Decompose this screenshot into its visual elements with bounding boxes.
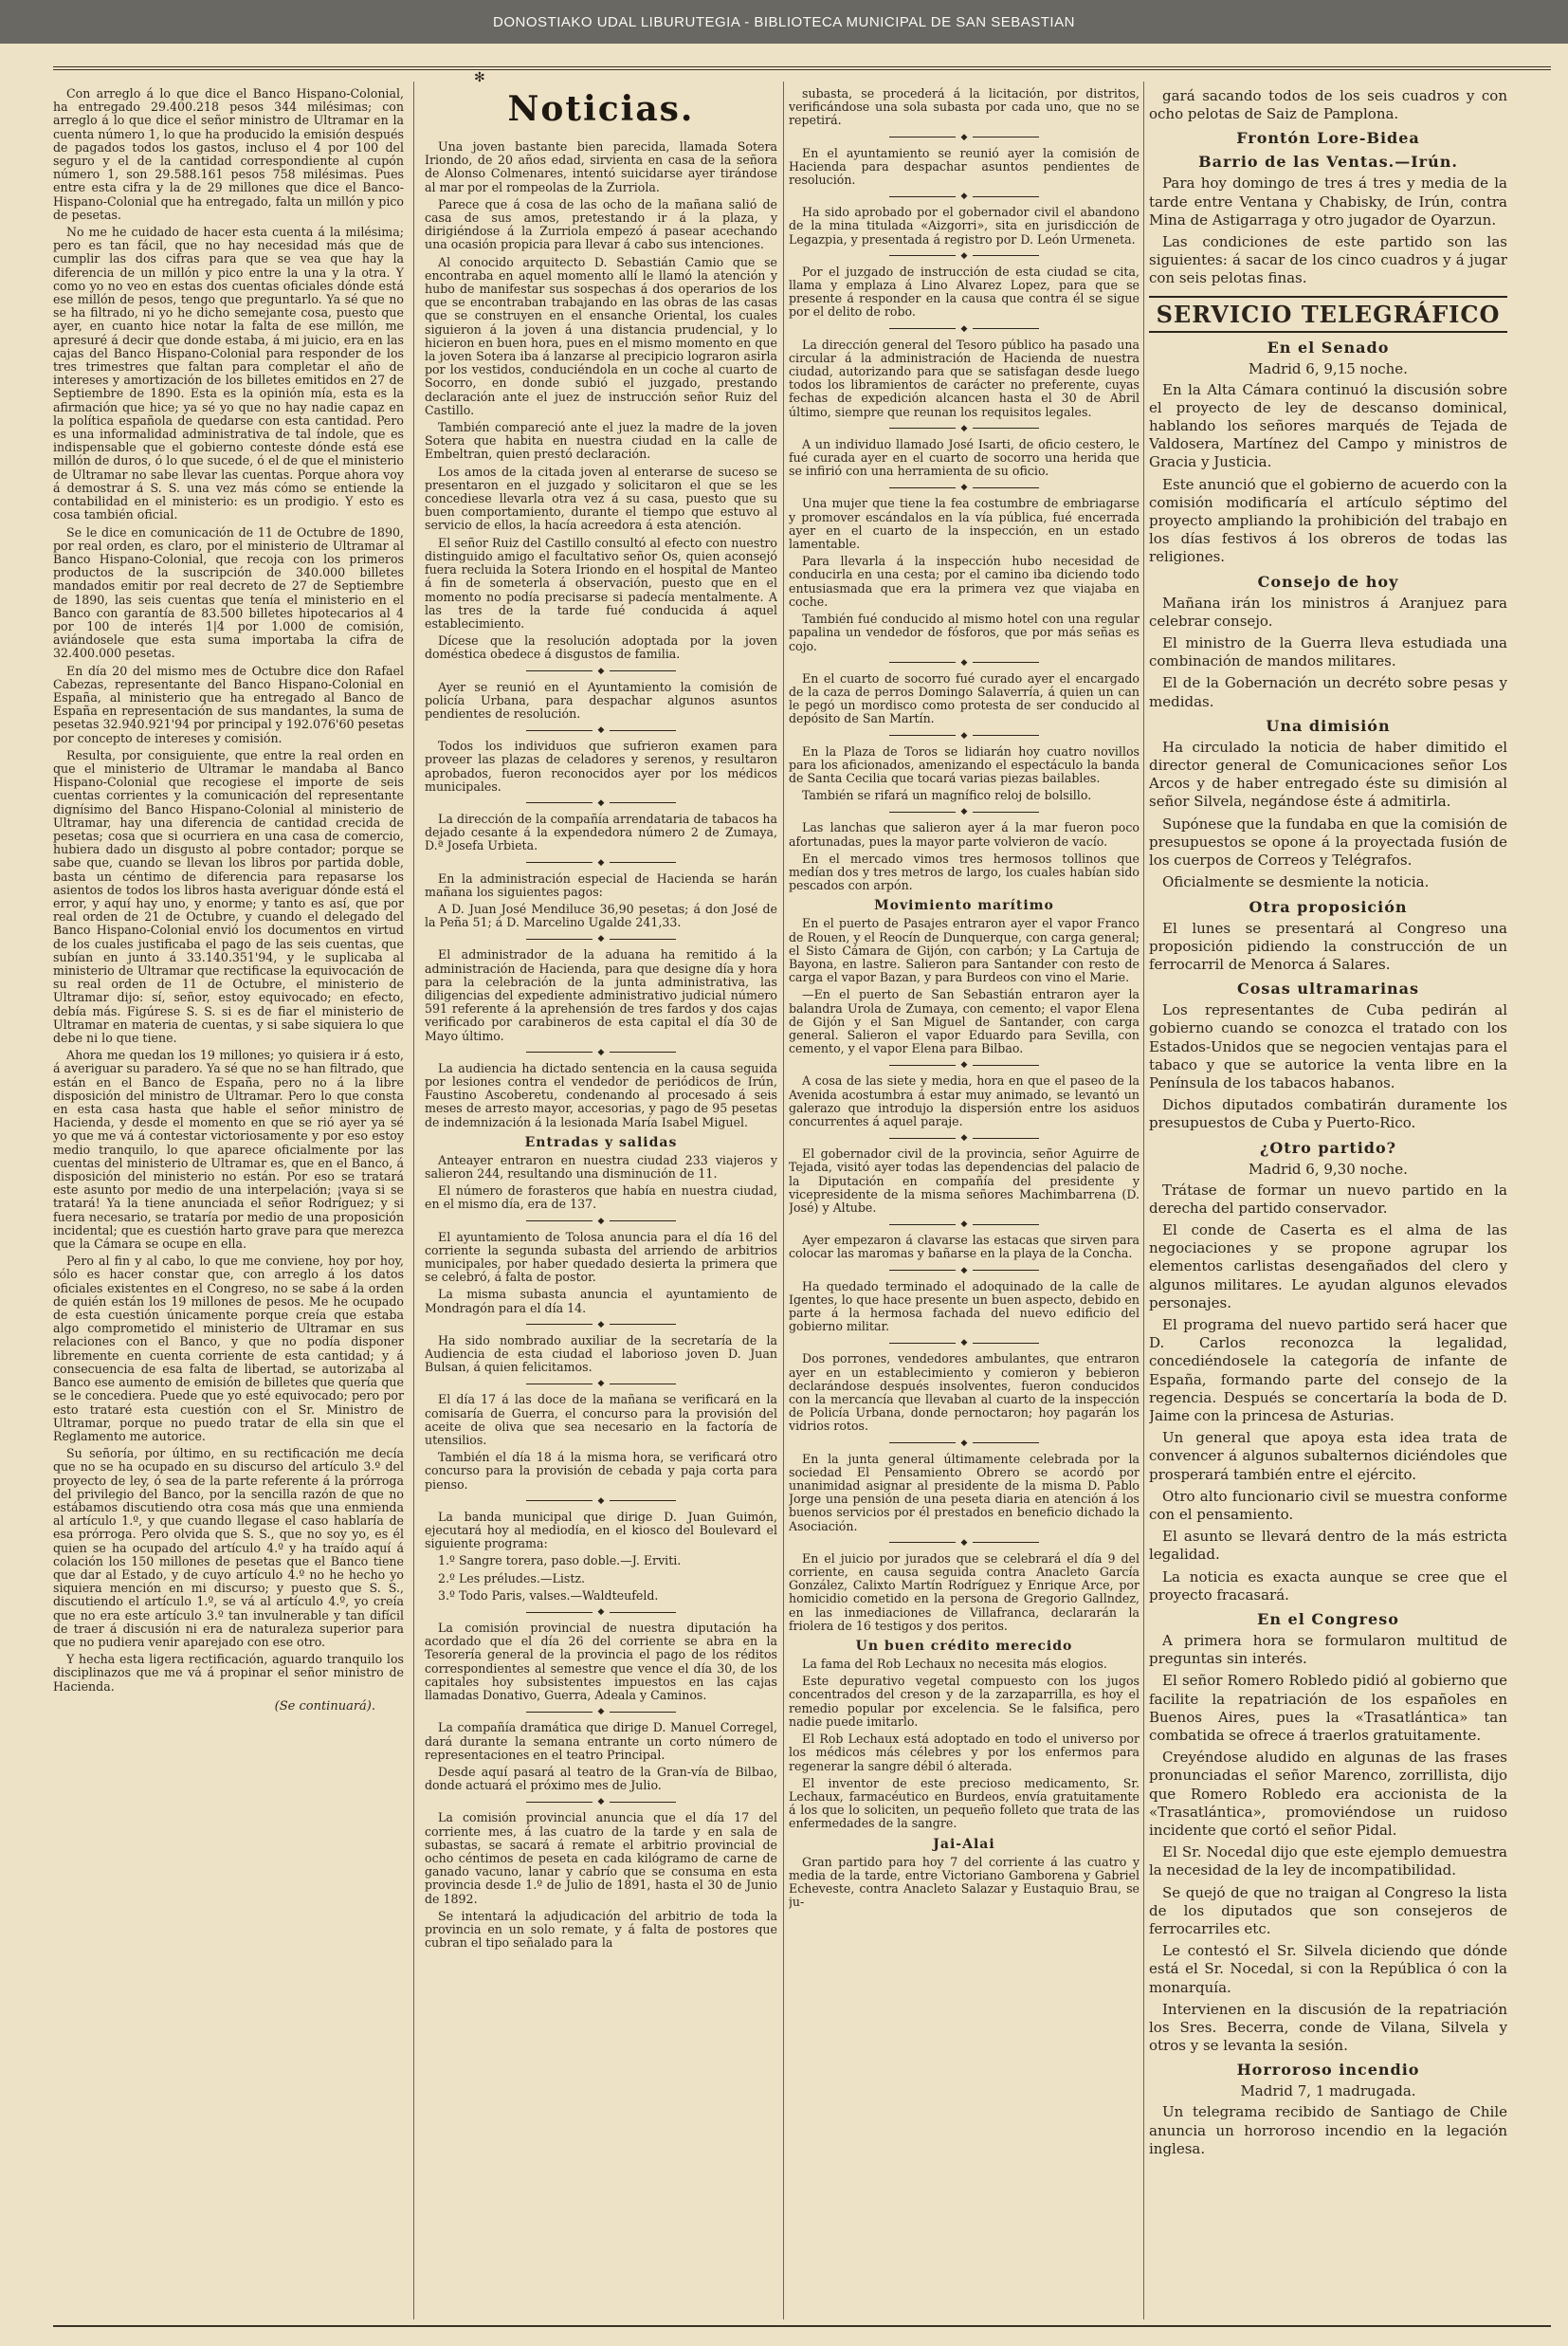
paragraph: A un individuo llamado José Isarti, de oficio cestero, le fué curada ayer en el cuarto de socorro una herida que se infirió con una herramienta de su oficio. xyxy=(789,436,1140,479)
paragraph: El señor Romero Robledo pidió al gobierno que facilite la repatriación de los españoles en Buenos Aires, pues la «Trasatlántica» tan combatida se ofrece á traerlos gratuitamente. xyxy=(1149,1672,1507,1745)
news-block xyxy=(425,1622,777,1702)
paragraph: En el puerto de Pasajes entraron ayer el vapor Franco de Rouen, y el Reocín de Dunquerque, con carga general; el Sisto Cámara de Gijón, con carbón; y La Cartuja de Bayona, en lastre. Salieron para Santander con resto de carga el vapor Bazan, y para Burdeos con vino el Marie. xyxy=(789,916,1140,985)
paragraph: En el mercado vimos tres hermosos tollinos que medían dos y tres metros de largo, los cuales habían sido pescados con arpón. xyxy=(789,851,1140,893)
news-block xyxy=(789,206,1140,247)
paragraph: Al conocido arquitecto D. Sebastián Camio que se encontraba en aquel momento allí le llamó la atención y hubo de manifestar sus sospechas á dos operarios de los que se encontraban trabajando en las obras de las casas que se construyen en el ensanche Oriental, los cuales siguieron á la joven á una distancia prudencial, y lo hicieron en buen hora, pues en el mismo momento en que la joven Sotera iba á lanzarse al precipicio lograron asirla por los vestidos, conduciéndola en un coche al cuarto de Socorro, en donde subió el juzgado, prestando declaración ante el juez de instrucción señor Ruiz del Castillo. xyxy=(425,254,777,417)
news-block xyxy=(789,1453,1140,1533)
paragraph: Dichos diputados combatirán duramente los presupuestos de Cuba y Puerto-Rico. xyxy=(1149,1096,1507,1132)
news-block xyxy=(789,87,1140,128)
ornament-mark: ✻ xyxy=(474,70,485,85)
paragraph: Este depurativo vegetal compuesto con los jugos concentrados del creson y de la zarzaparrilla, es hoy el remedio popular por excelencia. Se le falsifica, pero nadie puede imitarlo. xyxy=(789,1674,1140,1729)
separator: ◆ xyxy=(789,484,1140,491)
paragraph: Trátase de formar un nuevo partido en la derecha del partido conservador. xyxy=(1149,1181,1507,1217)
news-block xyxy=(1149,739,1507,892)
news-block xyxy=(425,1511,777,1603)
dateline: Madrid 6, 9,15 noche. xyxy=(1249,359,1408,377)
paragraph: Gran partido para hoy 7 del corriente á las cuatro y media de la tarde, entre Victoriano Gamborena y Gabriel Echeveste, contra Anacleto Salazar y Eustaquio Brau, se ju- xyxy=(789,1854,1140,1910)
archive-header: DONOSTIAKO UDAL LIBURUTEGIA - BIBLIOTECA MUNICIPAL DE SAN SEBASTIAN xyxy=(0,0,1568,44)
paragraph: A primera hora se formularon multitud de preguntas sin interés. xyxy=(1149,1632,1507,1668)
paragraph: Para llevarla á la inspección hubo necesidad de conducirla en una cesta; por el camino iba diciendo todo entusiasmada que era la primera vez que viajaba en coche. xyxy=(789,554,1140,609)
paragraph: Todos los individuos que sufrieron examen para proveer las plazas de celadores y serenos, y resultaron aprobados, fueron reconocidos ayer por los médicos municipales. xyxy=(425,739,777,794)
paragraph: Se le dice en comunicación de 11 de Octubre de 1890, por real orden, es claro, por el ministerio de Ultramar al Banco Hispano-Colonial, que recoja con los primeros productos de la suscripción de 340.000 billetes mandados emitir por real decreto de 27 de Septiembre de 1890, las seis cuentas que tenía el ministerio en el Banco con garantía de 83.500 billetes hipotecarios al 4 por 100 de interés 1|4 por 1.000 de comisión, aviándosele que esta suma importaba la cifra de 32.400.000 pesetas. xyxy=(53,524,404,661)
paragraph: Desde aquí pasará al teatro de la Gran-vía de Bilbao, donde actuará el próximo mes de Julio. xyxy=(425,1764,777,1793)
paragraph: Parece que á cosa de las ocho de la mañana salió de casa de sus amos, pretestando ir á la plaza, y dirigiéndose á la Zurriola empezó á pasear acechando una ocasión propicia para llevar á cabo sus intenciones. xyxy=(425,196,777,252)
news-block xyxy=(1149,2103,1507,2158)
separator: ◆ xyxy=(425,1380,777,1387)
news-block xyxy=(1149,87,1507,123)
paragraph: Le contestó el Sr. Silvela diciendo que dónde está el Sr. Nocedal, si con la República ó con la monarquía. xyxy=(1149,1942,1507,1996)
news-block xyxy=(425,948,777,1042)
paragraph: En el juicio por jurados que se celebrará el día 9 del corriente, en causa seguida contra Anacleto García González, Calixto Martín Rodríguez y Enrique Arce, por homicidio cometido en la persona de Gregorio Gallndez, en las inmediaciones de Villafranca, declararán la friolera de 16 testigos y dos peritos. xyxy=(789,1550,1140,1633)
paragraph: 2.º Les préludes.—Listz. xyxy=(438,1570,586,1585)
paragraph: En la junta general últimamente celebrada por la sociedad El Pensamiento Obrero se acordó por unanimidad asignar al presidente de la misma D. Pablo Jorge una pensión de una peseta diaria en atención á los buenos servicios por él prestados en beneficio dichado la Asociación. xyxy=(789,1451,1140,1533)
dateline: Madrid 7, 1 madrugada. xyxy=(1240,2082,1416,2100)
continuation-note: (Se continuará). xyxy=(274,1698,375,1714)
news-block xyxy=(789,1552,1140,1633)
news-block xyxy=(425,813,777,853)
paragraph: El ayuntamiento de Tolosa anuncia para el día 16 del corriente la segunda subasta del arriendo de arbitrios municipales, por haber quedado desierta la primera que se celebró, á falta de postor. xyxy=(425,1229,777,1285)
paragraph: —En el puerto de San Sebastián entraron ayer la balandra Urola de Zumaya, con cemento; el vapor Elena de Gijón y el San Miguel de Santander, con carga general. Salieron el vapor Eduardo para Sevilla, con cemento, y el vapor Elena para Bilbao. xyxy=(789,987,1140,1056)
separator: ◆ xyxy=(425,668,777,675)
news-block xyxy=(1149,381,1507,567)
news-block xyxy=(425,681,777,722)
news-block xyxy=(789,1658,1140,1830)
paragraph: El administrador de la aduana ha remitido á la administración de Hacienda, para que designe día y hora para la celebración de la junta administrativa, las diligencias del expediente administrativo judicial número 591 referente á la aprehensión de tres fardos y dos cajas verificado por carabineros de esta capital el día 30 de Mayo último. xyxy=(425,947,777,1043)
paragraph: El de la Gobernación un decréto sobre pesas y medidas. xyxy=(1149,674,1507,710)
section-heading: En el Congreso xyxy=(1257,1610,1399,1628)
paragraph: Supónese que la fundaba en que la comisión de presupuestos se opone á la proyectada fusión de los cuerpos de Correos y Telégrafos. xyxy=(1149,815,1507,870)
paragraph: 3.º Todo Paris, valses.—Waldteufeld. xyxy=(438,1587,659,1603)
section-heading: Movimiento marítimo xyxy=(874,898,1054,914)
news-block xyxy=(789,821,1140,892)
paragraph: Ahora me quedan los 19 millones; yo quisiera ir á esto, á averiguar su paradero. Ya sé que no se han filtrado, que están en el Banco de España, pero no á la libre disposición del ministro de Ultramar. Pero lo que consta en esta casa hasta que hable el señor ministro de Hacienda, y desde el momento en que se rió ayer ya sé yo que me vá á contestar victoriosamente y por eso estoy medio tranquilo, lo que aparece oficialmente por las cuentas del ministerio de Ultramar es, que en el Banco, á disposición del ministerio no están. Por eso se tratará este asunto por medio de una interpelación; ¡vaya si se tratará! Ya la tiene anunciada el señor Rodríguez; y si fuera necesario, se trataría por medio de una proposición incidental; que es cuestión harto grave para que merezca que la Cámara se ocupe en ella. xyxy=(53,1048,404,1252)
separator: ◆ xyxy=(425,726,777,734)
paragraph: Este anunció que el gobierno de acuerdo con la comisión modificaría el artículo séptimo del proyecto ampliando la prohibición del trabajo en los días festivos á los obreros de todas las religiones. xyxy=(1149,475,1507,566)
news-block xyxy=(789,1280,1140,1334)
paragraph: Las condiciones de este partido son las siguientes: á sacar de los cinco cuadros y á jugar con seis pelotas finas. xyxy=(1149,233,1507,287)
news-block xyxy=(1149,595,1507,711)
column-divider xyxy=(1143,82,1144,2319)
paragraph: Ha sido nombrado auxiliar de la secretaría de la Audiencia de esta ciudad el laborioso joven D. Juan Bulsan, á quien felicitamos. xyxy=(425,1332,777,1375)
news-block xyxy=(789,339,1140,419)
paragraph: Su señoría, por último, en su rectificación me decía que no se ha ocupado en su discurso del artículo 3.º del proyecto de ley, ó sea de la parte referente á la prórroga del privilegio del Banco, por la sencilla razón de que no estábamos discutiendo otra cosa más que una enmienda al artículo 1.º, y que cuando llegase el caso hablaría de esa prórroga. Pero olvida que S. S., que no soy yo, es él quien se ha ocupado del artículo 4.º y ha traído aquí á colación los 150 millones de pesetas que el Banco tiene que dar al Estado, y de cuyo artículo 4.º no he hecho yo siquiera mención en mi discurso; y puesto que S. S., discutiendo el artículo 1.º, se vá al artículo 4.º, yo creía que no era este artículo 3.º tan invulnerable y tan difícil de traer á discusión ni era de naturaleza superior para que no pudiera venir aparejado con ese otro. xyxy=(53,1446,404,1649)
news-block xyxy=(425,740,777,794)
paragraph: Anteayer entraron en nuestra ciudad 233 viajeros y salieron 244, resultando una disminución de 11. xyxy=(425,1152,777,1181)
paragraph: Para hoy domingo de tres á tres y media de la tarde entre Ventana y Chabisky, de Irún, contra Mina de Astigarraga y otro jugador de Oyarzun. xyxy=(1149,174,1507,229)
separator: ◆ xyxy=(425,1708,777,1715)
paragraph: También el día 18 á la misma hora, se verificará otro concurso para la provisión de cebada y paja corta para pienso. xyxy=(425,1450,777,1492)
col1-body xyxy=(53,87,404,1694)
paragraph: El día 17 á las doce de la mañana se verificará en la comisaría de Guerra, el concurso para la provisión del aceite de oliva que sea necesario en la factoría de utensilios. xyxy=(425,1392,777,1448)
separator: ◆ xyxy=(789,1267,1140,1274)
separator: ◆ xyxy=(789,1339,1140,1347)
paragraph: La fama del Rob Lechaux no necesita más elogios. xyxy=(802,1657,1107,1672)
section-heading: ¿Otro partido? xyxy=(1259,1138,1397,1157)
paragraph: El Rob Lechaux está adoptado en todo el universo por los médicos más célebres y por los enfermos para regenerar la sangre débil ó alterada. xyxy=(789,1732,1140,1773)
section-subheading: Barrio de las Ventas.—Irún. xyxy=(1198,153,1458,172)
column-2 xyxy=(425,87,777,2316)
separator: ◆ xyxy=(425,935,777,943)
news-block xyxy=(425,1334,777,1375)
bottom-rule xyxy=(53,2325,1551,2327)
paragraph: Otro alto funcionario civil se muestra conforme con el pensamiento. xyxy=(1149,1487,1507,1523)
column-1 xyxy=(53,87,404,2316)
paragraph: El ministro de la Guerra lleva estudiada una combinación de mandos militares. xyxy=(1149,634,1507,670)
section-heading: Cosas ultramarinas xyxy=(1236,980,1420,999)
paragraph: Mañana irán los ministros á Aranjuez para celebrar consejo. xyxy=(1149,594,1507,630)
top-rule xyxy=(53,66,1551,70)
paragraph: Pero al fin y al cabo, lo que me conviene, hoy por hoy, sólo es hacer constar que, con arreglo á los datos oficiales existentes en el Congreso, no se sabe á la orden de quién están los 19 millones de pesos. Me he ocupado de esta cuestión únicamente porque creía que estaba algo comprometido el ministerio de Ultramar en sus relaciones con el Banco, y que no podía disponer libremente en cuenta corriente de esta cantidad; y á consecuencia de esa falta de libertad, se autorizaba al Banco ese aumento de emisión de billetes que quería que se le concediera. Puede que yo esté equivocado; pero por esto trataré esta cuestión con el Sr. Ministro de Ultramar, porque no puedo tratar de ella sin que el Reglamento me autorice. xyxy=(53,1254,404,1443)
section-heading: Entradas y salidas xyxy=(524,1134,678,1150)
paragraph: Creyéndose aludido en algunas de las frases pronunciadas el señor Marenco, zorrillista, dijo que Romero Robledo era accionista de la «Trasatlántica», promoviéndose un ruidoso incidente que cortó el señor Pidal. xyxy=(1149,1749,1507,1840)
news-block xyxy=(1149,1632,1507,2055)
telegraph-section-title: SERVICIO TELEGRÁFICO xyxy=(1149,296,1507,333)
section-heading: Horroroso incendio xyxy=(1236,2061,1420,2080)
paragraph: La comisión provincial de nuestra diputación ha acordado que el día 26 del corriente se abra en la Tesorería general de la provincia el pago de los réditos correspondientes al semestre que vence el día 30, de los capitales hoy subsistentes impuestos en las cajas llamadas Donativo, Guerra, Adeala y Caminos. xyxy=(425,1621,777,1703)
news-block xyxy=(789,438,1140,479)
paragraph: También se rifará un magnífico reloj de bolsillo. xyxy=(802,788,1092,803)
news-block xyxy=(425,1811,777,1950)
paragraph: En la administración especial de Hacienda se harán mañana los siguientes pagos: xyxy=(425,871,777,899)
section-heading: Jai-Alai xyxy=(933,1836,995,1852)
section-heading: Otra proposición xyxy=(1249,897,1408,916)
paragraph: Los representantes de Cuba pedirán al gobierno cuando se conozca el tratado con los Estados-Unidos que se negocien ventajas para el tabaco y que se autorice la venta libre en la Península de los tabacos habanos. xyxy=(1149,1001,1507,1091)
paragraph: El conde de Caserta es el alma de las negociaciones y se propone agrupar los elementos carlistas desengañados del clero y algunos militares. Le ayudan algunos elevados personajes. xyxy=(1149,1220,1507,1311)
paragraph: Por el juzgado de instrucción de esta ciudad se cita, llama y emplaza á Lino Alvarez Lopez, para que se presente á responder en la causa que contra él se sigue por el delito de robo. xyxy=(789,264,1140,320)
news-block xyxy=(789,672,1140,726)
paragraph: La comisión provincial anuncia que el día 17 del corriente mes, á las cuatro de la tarde y en sala de subastas, se sacará á remate el arbitrio provincial de ocho céntimos de peseta en cada kilógramo de carne de ganado vacuno, lanar y cabrío que se consuma en esta provincia desde 1.º de Julio de 1891, hasta el 30 de Junio de 1892. xyxy=(425,1810,777,1906)
news-block xyxy=(1149,1182,1507,1604)
paragraph: La misma subasta anuncia el ayuntamiento de Mondragón para el día 14. xyxy=(425,1287,777,1315)
paragraph: A D. Juan José Mendiluce 36,90 pesetas; á don José de la Peña 51; á D. Marcelino Ugalde 241,33. xyxy=(425,901,777,930)
news-block xyxy=(789,497,1140,652)
news-block xyxy=(1149,1001,1507,1132)
section-heading: En el Senado xyxy=(1267,338,1390,357)
separator: ◆ xyxy=(789,1220,1140,1228)
paragraph: En la Plaza de Toros se lidiarán hoy cuatro novillos para los aficionados, amenizando el espectáculo la banda de Santa Cecilia que tocará varias piezas bailables. xyxy=(789,743,1140,785)
news-block xyxy=(425,1721,777,1792)
paragraph: También fué conducido al mismo hotel con una regular papalina un vendedor de fósforos, que por más señas es cojo. xyxy=(789,612,1140,653)
paragraph: Intervienen en la discusión de la repatriación los Sres. Becerra, conde de Vilana, Silvela y otros y se levanta la sesión. xyxy=(1149,2000,1507,2055)
separator: ◆ xyxy=(789,252,1140,260)
paragraph: No me he cuidado de hacer esta cuenta á la milésima; pero es tan fácil, que no hay necesidad más que de cumplir las dos cifras para que se vea que hay la diferencia de un millón y pico entre la una y la otra. Y como yo no veo en estas dos cuentas oficiales dónde está ese millón de pesos, tengo que preguntarlo. Ya sé que no se ha filtrado, ni yo he dicho semejante cosa, puesto que ayer, en cuanto hice notar la falta de ese millón, me apresuré á decir que donde estaba, á mi juicio, era en las cajas del Banco Hispano-Colonial para responder de los tres trimestres que faltan para completar el año de intereses y amortización de los billetes emitidos en 27 de Septiembre de 1890. Esta es la opinión mía, esta es la afirmación que hice; ya sé yo que no hay nadie capaz en la política española de quedarse con esta cantidad. Pero es una informalidad administrativa de tal índole, que es indispensable que el gobierno conteste dónde está ese millón de duros, ó lo que sucede, ó el de que el ministerio de Ultramar no sabe llevar las cuentas. Porque ahora voy á demostrar á S. S. una vez más cómo se entiende la contabilidad en el ministerio: es un prodigio. Y esto es cosa también oficial. xyxy=(53,225,404,522)
paragraph: También compareció ante el juez la madre de la joven Sotera que habita en nuestra ciudad en la calle de Embeltran, quien prestó declaración. xyxy=(425,420,777,462)
paragraph: El gobernador civil de la provincia, señor Aguirre de Tejada, visitó ayer todas las dependencias del palacio de la Diputación en compañía del presidente y vicepresidente de la misma señores Machimbarrena (D. José) y Altube. xyxy=(789,1146,1140,1215)
paragraph: El inventor de este precioso medicamento, Sr. Lechaux, farmacéutico en Burdeos, envía gratuitamente á los que lo soliciten, un pequeño folleto que trata de las enfermedades de la sangre. xyxy=(789,1775,1140,1831)
paragraph: El asunto se llevará dentro de la más estricta legalidad. xyxy=(1149,1528,1507,1564)
column-3 xyxy=(789,87,1140,2316)
column-4 xyxy=(1149,87,1507,2316)
paragraph: Las lanchas que salieron ayer á la mar fueron poco afortunadas, pues la mayor parte volvieron de vacío. xyxy=(789,820,1140,849)
separator: ◆ xyxy=(425,1321,777,1329)
paragraph: Una joven bastante bien parecida, llamada Sotera Iriondo, de 20 años edad, sirvienta en casa de la señora de Alonso Colmenares, intentó suicidarse ayer tirándose al mar por el rompeolas de la Zurriola. xyxy=(425,139,777,194)
news-block xyxy=(789,1074,1140,1128)
news-block xyxy=(1149,174,1507,287)
news-block xyxy=(425,1231,777,1315)
news-block xyxy=(425,1154,777,1212)
paragraph: El número de forasteros que había en nuestra ciudad, en el mismo día, era de 137. xyxy=(425,1183,777,1212)
news-block xyxy=(425,1062,777,1129)
news-block xyxy=(789,1856,1140,1910)
paragraph: Dícese que la resolución adoptada por la joven doméstica obedece á disgustos de familia. xyxy=(425,633,777,662)
separator: ◆ xyxy=(789,134,1140,141)
paragraph: Un telegrama recibido de Santiago de Chile anuncia un horroroso incendio en la legación inglesa. xyxy=(1149,2103,1507,2157)
paragraph: La compañía dramática que dirige D. Manuel Corregel, dará durante la semana entrante un corto número de representaciones en el teatro Principal. xyxy=(425,1720,777,1762)
section-heading: Una dimisión xyxy=(1266,716,1391,735)
separator: ◆ xyxy=(789,425,1140,432)
separator: ◆ xyxy=(789,1539,1140,1547)
news-block xyxy=(789,147,1140,188)
column-divider xyxy=(413,82,414,2319)
paragraph: En el cuarto de socorro fué curado ayer el encargado de la caza de perros Domingo Salaverría, á quien un can le pegó un mordisco como protesta de ser conducido al depósito de San Martín. xyxy=(789,670,1140,726)
paragraph: En el ayuntamiento se reunió ayer la comisión de Hacienda para despachar asuntos pendientes de resolución. xyxy=(789,145,1140,188)
news-block xyxy=(425,1393,777,1491)
separator: ◆ xyxy=(789,732,1140,740)
paragraph: Con arreglo á lo que dice el Banco Hispano-Colonial, ha entregado 29.400.218 pesos 344 milésimas; con arreglo á lo que dice el señor ministro de Ultramar en la cuenta número 1, lo que ha producido la emisión después de pagados todos los gastos, incluso el 4 por 100 del seguro y el de la cantidad correspondiente al cupón número 1, son 29.588.161 pesos 758 milésimas. Pues entre esta cifra y la de 29 millones que dice el Banco-Hispano-Colonial que ha entregado, falta un millón y pico de pesetas. xyxy=(53,87,404,222)
paragraph: Dos porrones, vendedores ambulantes, que entraron ayer en un establecimiento y comieron y bebieron declarándose después insolventes, fueron conducidos con la mercancía que llevaban al cuarto de la inspección de Policía Urbana, donde pernoctaron; hoy pagarán los vidrios rotos. xyxy=(789,1351,1140,1434)
separator: ◆ xyxy=(425,799,777,807)
paragraph: El lunes se presentará al Congreso una proposición pidiendo la construcción de un ferrocarril de Menorca á Salares. xyxy=(1149,919,1507,973)
paragraph: El señor Ruiz del Castillo consultó al efecto con nuestro distinguido amigo el facultativo señor Os, quien aconsejó fuera recluida la Sotera Iriondo en el hospital de Manteo á fin de someterla á observación, puesto que en el momento no podía precisarse si padecía mentalmente. A las tres de la tarde fué conducida á aquel establecimiento. xyxy=(425,535,777,631)
paragraph: Ayer empezaron á clavarse las estacas que sirven para colocar las maromas y bañarse en la playa de la Concha. xyxy=(789,1233,1140,1261)
news-block xyxy=(789,1352,1140,1433)
news-block xyxy=(1149,920,1507,975)
section-heading: Consejo de hoy xyxy=(1257,572,1399,591)
paragraph: Ha quedado terminado el adoquinado de la calle de Igentes, lo que hace presente un buen aspecto, debido en parte á la hermosa fachada del nuevo edificio del gobierno militar. xyxy=(789,1278,1140,1334)
section-heading: Un buen crédito merecido xyxy=(855,1639,1073,1655)
news-block xyxy=(789,745,1140,803)
paragraph: Una mujer que tiene la fea costumbre de embriagarse y promover escándalos en la vía pública, fué encerrada ayer en el cuarto de la inspección, en un estado lamentable. xyxy=(789,496,1140,552)
paragraph: En día 20 del mismo mes de Octubre dice don Rafael Cabezas, representante del Banco Hispano-Colonial en España, al ministerio que ha entregado al Banco de España en representación de sus mandantes, la suma de pesetas 32.940.921'94 por principal y 192.076'60 pesetas por concepto de intereses y comisión. xyxy=(53,663,404,745)
paragraph: Ha sido aprobado por el gobernador civil el abandono de la mina titulada «Aizgorri», sita en jurisdicción de Legazpia, y presentada á registro por D. León Urmeneta. xyxy=(789,205,1140,247)
paragraph: La audiencia ha dictado sentencia en la causa seguida por lesiones contra el vendedor de periódicos de Irún, Faustino Ascoberetu, condenando al procesado á seis meses de arresto mayor, accesorias, y pago de 95 pesetas de indemnización á la lesionada María Isabel Miguel. xyxy=(425,1060,777,1129)
news-block xyxy=(789,266,1140,320)
paragraph: Ha circulado la noticia de haber dimitido el director general de Comunicaciones señor Los Arcos y de haber entregado éste su dimisión al señor Silvela, negándose éste á admitirla. xyxy=(1149,738,1507,811)
separator: ◆ xyxy=(425,859,777,867)
paragraph: El programa del nuevo partido será hacer que D. Carlos reconozca la legalidad, concediéndosele la categoría de infante de España, formando parte del consejo de la regencia. Después se concertaría la boda de D. Jaime con la princesa de Asturias. xyxy=(1149,1315,1507,1424)
separator: ◆ xyxy=(789,1061,1140,1069)
separator: ◆ xyxy=(425,1798,777,1805)
news-block xyxy=(425,140,777,662)
separator: ◆ xyxy=(789,325,1140,333)
news-block xyxy=(789,917,1140,1055)
separator: ◆ xyxy=(425,1608,777,1616)
paragraph: La noticia es exacta aunque se cree que el proyecto fracasará. xyxy=(1149,1567,1507,1604)
paragraph: Oficialmente se desmiente la noticia. xyxy=(1162,873,1430,891)
news-block xyxy=(425,872,777,930)
paragraph: Los amos de la citada joven al enterarse de suceso se presentaron en el juzgado y solicitaron el que se les concediese llevarla otra vez á su casa, puesto que su buen comportamiento, durante el tiempo que estuvo al servicio de ellos, la hacía acreedora á esta atención. xyxy=(425,464,777,533)
paragraph: gará sacando todos de los seis cuadros y con ocho pelotas de Saiz de Pamplona. xyxy=(1149,87,1507,123)
paragraph: La dirección de la compañía arrendataria de tabacos ha dejado cesante á la expendedora número 2 de Zumaya, D.ª Josefa Urbieta. xyxy=(425,811,777,853)
separator: ◆ xyxy=(425,1218,777,1225)
news-block xyxy=(789,1147,1140,1215)
paragraph: subasta, se procederá á la licitación, por distritos, verificándose una sola subasta por cada uno, que no se repetirá. xyxy=(789,87,1140,128)
paragraph: Y hecha esta ligera rectificación, aguardo tranquilo los disciplinazos que me vá á propinar el señor ministro de Hacienda. xyxy=(53,1652,404,1694)
paragraph: Resulta, por consiguiente, que entre la real orden en que el ministerio de Ultramar le mandaba al Banco Hispano-Colonial que recogiese el importe de seis cuentas corrientes y la comunicación del representante dignísimo del Banco Hispano-Colonial al ministerio de Ultramar, hay una diferencia de cantidad crecida de pesetas; cosa que si ocurriera en una casa de comercio, hubiera dado un disgusto al pobre contador; porque se sabe que, cuando se llevan los libros por partida doble, basta un céntimo de diferencia para repasarse los asientos de todos los libros hasta averiguar dónde está el error, y aquí hay uno, y enorme; y tanto es así, que por real orden de 21 de Octubre, y cuando el delegado del Banco Hispano-Colonial envió los documentos en virtud de los cuales justificaba el pago de las seis cuentas, que subían en junto á 33.140.351'94, y le suplicaba al ministerio de Ultramar que rectificase la equivocación de su real orden de 11 de Octubre, el ministerio de Ultramar dijo: sí, señor, estoy equivocado; en efecto, debía más. Figúrese S. S. si es de fiar el ministerio de Ultramar en materia de cuentas, y si sabe siquiera lo que debe ni lo que tiene. xyxy=(53,747,404,1046)
separator: ◆ xyxy=(425,1049,777,1056)
paragraph: Se intentará la adjudicación del arbitrio de toda la provincia en un solo remate, y á falta de postores que cubran el tipo señalado para la xyxy=(425,1908,777,1951)
separator: ◆ xyxy=(789,1439,1140,1447)
paragraph: A cosa de las siete y media, hora en que el paseo de la Avenida acostumbra á estar muy animado, se levantó un galerazo que introdujo la dispersión entre los asiduos concurrentes á aquel paraje. xyxy=(789,1073,1140,1128)
paragraph: La dirección general del Tesoro público ha pasado una circular á la administración de Hacienda de nuestra ciudad, autorizando para que se satisfagan desde luego todos los libramientos de carácter no preferente, cuyas fechas de expedición alcancen hasta el 30 de Abril último, siempre que reunan los requisitos legales. xyxy=(789,337,1140,419)
paragraph: Ayer se reunió en el Ayuntamiento la comisión de policía Urbana, para despachar algunos asuntos pendientes de resolución. xyxy=(425,679,777,721)
paragraph: Se quejó de que no traigan al Congreso la lista de los diputados que son consejeros de ferrocarriles etc. xyxy=(1149,1883,1507,1938)
column-divider xyxy=(783,82,784,2319)
separator: ◆ xyxy=(789,659,1140,667)
dateline: Madrid 6, 9,30 noche. xyxy=(1249,1160,1408,1178)
paragraph: Un general que apoya esta idea trata de convencer á algunos subalternos diciéndoles que prosperará también entre el ejército. xyxy=(1149,1429,1507,1483)
paragraph: En la Alta Cámara continuó la discusión sobre el proyecto de ley de descanso dominical, hablando los señores marqués de Tejada de Valdosera, Martínez del Campo y ministros de Gracia y Justicia. xyxy=(1149,380,1507,471)
section-heading: Frontón Lore-Bidea xyxy=(1236,129,1420,148)
separator: ◆ xyxy=(789,808,1140,816)
news-block xyxy=(789,1234,1140,1260)
paragraph: 1.º Sangre torera, paso doble.—J. Erviti. xyxy=(438,1553,682,1568)
separator: ◆ xyxy=(789,1134,1140,1142)
separator: ◆ xyxy=(425,1497,777,1505)
paragraph: La banda municipal que dirige D. Juan Guimón, ejecutará hoy al mediodía, en el kiosco del Boulevard el siguiente programa: xyxy=(425,1509,777,1551)
paragraph: El Sr. Nocedal dijo que este ejemplo demuestra la necesidad de la ley de incompatibilidad. xyxy=(1149,1843,1507,1879)
separator: ◆ xyxy=(789,192,1140,200)
section-masthead: Noticias. xyxy=(507,89,695,129)
